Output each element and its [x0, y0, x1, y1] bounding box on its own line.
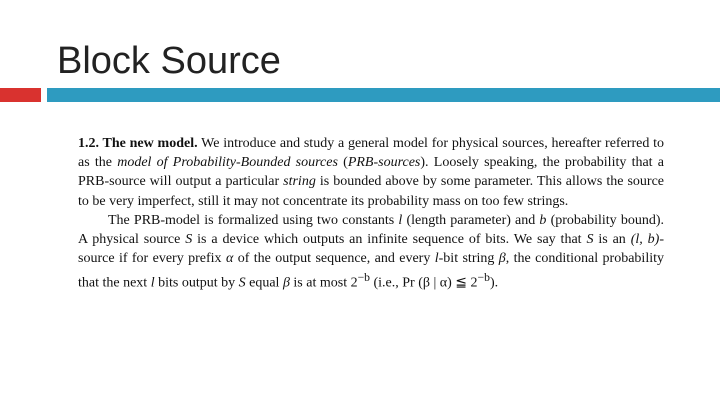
excerpt-paragraph-2 — [78, 211, 664, 293]
text-run: is bounded above by some parameter. This allows the source to be very imperfect, still it may not concentrate its probability mass on too few strings. — [78, 174, 664, 209]
emphasis-text: PRB-sources — [347, 155, 421, 171]
math-exponent: −b — [477, 271, 490, 285]
accent-bar-right — [47, 88, 720, 102]
math-exponent: −b — [357, 271, 370, 285]
math-symbol: b — [539, 212, 547, 228]
text-run: (probability bound). A physical source — [78, 212, 664, 248]
text-run: (length parameter) and — [402, 212, 540, 228]
text-run: ( — [337, 155, 348, 171]
emphasis-text: string — [283, 174, 316, 190]
math-symbol: S — [185, 232, 193, 248]
text-run: ). — [489, 276, 499, 292]
text-run: We introduce and study a general model for physical sources, hereafter referred to as the — [78, 136, 664, 171]
math-symbol: S — [586, 232, 594, 248]
text-run: bits output by — [154, 276, 239, 292]
math-symbol: 2 — [470, 276, 478, 292]
math-symbol: l — [398, 212, 403, 228]
text-run: ). Loosely speaking, the probability that a PRB-source will output a particular — [78, 155, 664, 190]
slide-title: Block Source — [57, 40, 281, 82]
math-symbol: S — [238, 276, 246, 292]
math-symbol: β — [282, 276, 290, 292]
math-symbol: β — [498, 251, 506, 267]
text-run: -source if for every prefix — [78, 232, 665, 267]
excerpt-paragraph-1 — [78, 134, 664, 211]
text-run: The PRB-model is formalized using two constants — [108, 212, 399, 228]
text-run: (i.e., Pr (β | α) ≦ — [370, 276, 471, 292]
text-run: equal — [245, 276, 283, 292]
text-run: is a device which outputs an infinite sequence of bits. We say that — [192, 232, 587, 248]
math-symbol: l — [150, 276, 155, 292]
text-run: , the conditional probability that the next — [78, 251, 664, 292]
math-symbol: 2 — [350, 276, 358, 292]
text-run: -bit string — [438, 251, 499, 267]
math-symbol: (l, b) — [630, 232, 660, 248]
emphasis-text: model of Probability-Bounded sources — [117, 155, 338, 171]
accent-bar-left — [0, 88, 41, 102]
text-run: is at most — [289, 276, 351, 292]
text-run: of the output sequence, and every — [233, 251, 435, 267]
section-heading: 1.2. The new model. — [78, 136, 198, 151]
math-symbol: l — [434, 251, 439, 267]
text-run: is an — [593, 232, 631, 248]
paper-excerpt — [78, 134, 664, 293]
math-symbol: α — [225, 251, 234, 267]
